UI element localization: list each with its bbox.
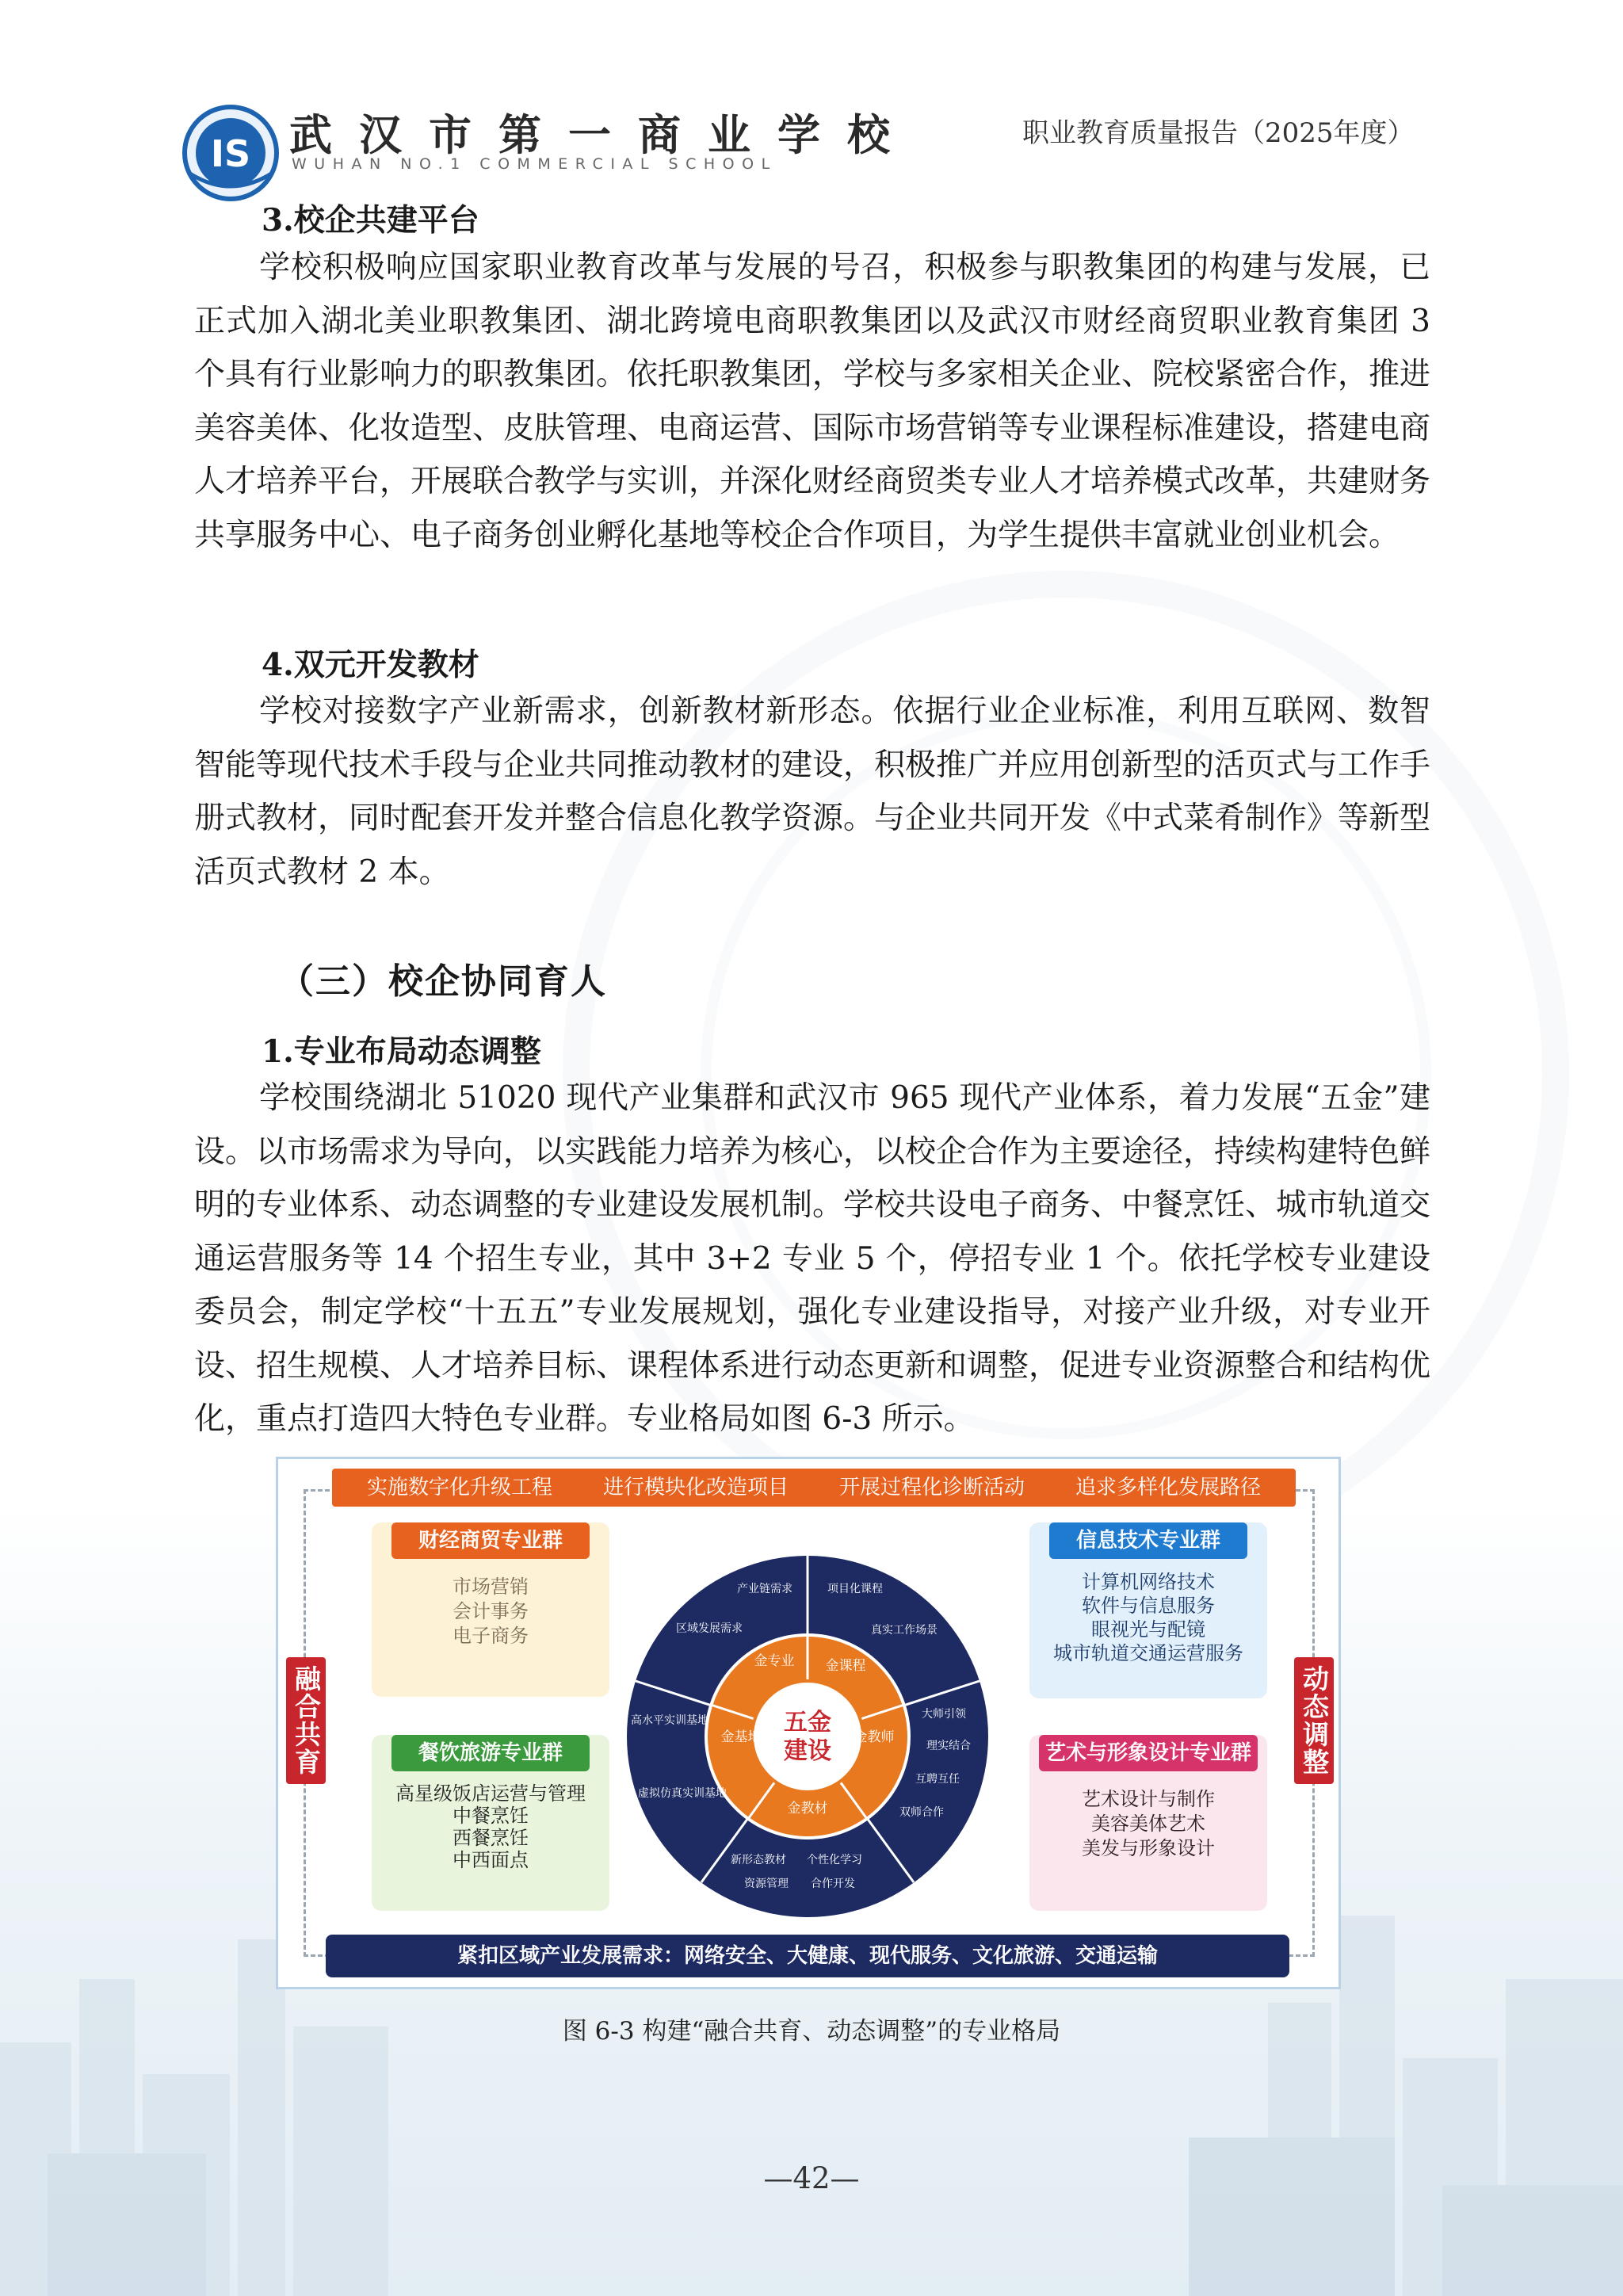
wheel-outer-label-base: 虚拟仿真实训基地 xyxy=(638,1787,727,1800)
major-item: 西餐烹饪 xyxy=(453,1827,529,1849)
major-item: 高星级饭店运营与管理 xyxy=(395,1782,586,1805)
figure-caption: 图 6-3 构建“融合共育、动态调整”的专业格局 xyxy=(562,2017,1061,2046)
cluster-catering-tourism xyxy=(372,1735,609,1911)
school-name-chinese: 武汉市第一商业学校 xyxy=(289,109,917,160)
major-item: 软件与信息服务 xyxy=(1082,1595,1215,1617)
heading-school-enterprise-platform: 3.校企共建平台 xyxy=(262,202,479,239)
wheel-center xyxy=(752,1681,863,1792)
wheel-inner-label: 金教材 xyxy=(787,1801,828,1817)
major-item: 中餐烹饪 xyxy=(453,1805,529,1827)
major-item: 美容美体艺术 xyxy=(1091,1813,1205,1835)
school-name-english: WUHAN NO.1 COMMERCIAL SCHOOL xyxy=(292,155,777,173)
wheel-outer-label: 合作开发 xyxy=(811,1878,855,1890)
wheel-inner-label: 金教师 xyxy=(854,1729,895,1745)
major-item: 市场营销 xyxy=(453,1576,529,1598)
major-item: 中西面点 xyxy=(453,1849,529,1871)
wheel-inner-label: 金课程 xyxy=(825,1658,866,1674)
major-item: 美发与形象设计 xyxy=(1082,1837,1215,1859)
heading-major-layout: 1.专业布局动态调整 xyxy=(262,1033,541,1070)
wheel-outer-label: 大师引领 xyxy=(922,1708,966,1721)
cluster-catering-tourism-title: 餐饮旅游专业群 xyxy=(391,1735,590,1771)
wheel-outer-label: 项目化课程 xyxy=(827,1583,883,1595)
wheel-outer-label: 互聘互任 xyxy=(915,1773,960,1786)
wheel-outer-label: 个性化学习 xyxy=(807,1854,862,1866)
major-item: 计算机网络技术 xyxy=(1082,1571,1215,1593)
cluster-art-image-design-title: 艺术与形象设计专业群 xyxy=(1039,1735,1258,1771)
report-title: 职业教育质量报告（2025年度） xyxy=(1022,117,1415,149)
paragraph-school-enterprise-platform: 学校积极响应国家职业教育改革与发展的号召，积极参与职教集团的构建与发展，已正式加入湖北美业职教集团、湖北跨境电商职教集团以及武汉市财经商贸职业教育集团 3 个具有行业影响力的职教集团。依托职教集团，学校与多家相关企业、院校紧密合作，推进美容美体、化妆造型、皮肤管理、电商运营、国际市场营销等专业课程标准建设，搭建电商人才培养平台，开展联合教学与实训，并深化财经商贸类专业人才培养模式改革，共建财务共享服务中心、电子商务创业孵化基地等校企合作项目，为学生提供丰富就业创业机会。 xyxy=(194,250,1431,553)
wheel-outer-label-base: 高水平实训基地 xyxy=(631,1714,708,1727)
cluster-art-image-design xyxy=(1029,1735,1267,1911)
figure-major-layout xyxy=(276,1457,1341,1989)
wheel-outer-label: 新形态教材 xyxy=(731,1854,786,1866)
major-item: 会计事务 xyxy=(453,1600,529,1622)
side-label-dynamic-adjustment: 动态调整 xyxy=(1294,1657,1334,1784)
top-tag-modular-reform: 进行模块化改造项目 xyxy=(568,1469,823,1507)
cluster-catering-tourism-items xyxy=(372,1771,609,1871)
five-gold-wheel xyxy=(625,1554,990,1919)
svg-text:IS: IS xyxy=(210,132,251,175)
top-tag-diverse-development: 追求多样化发展路径 xyxy=(1041,1469,1296,1507)
wheel-outer-label: 区域发展需求 xyxy=(676,1622,743,1635)
cluster-finance-trade-items xyxy=(372,1559,609,1648)
major-item: 眼视光与配镜 xyxy=(1091,1618,1205,1641)
top-tag-digital-upgrade: 实施数字化升级工程 xyxy=(332,1469,587,1507)
cluster-information-technology-items xyxy=(1029,1559,1267,1665)
heading-dual-textbooks: 4.双元开发教材 xyxy=(262,647,479,683)
top-tag-process-diagnosis: 开展过程化诊断活动 xyxy=(804,1469,1060,1507)
cluster-information-technology xyxy=(1029,1522,1267,1698)
cluster-information-technology-title: 信息技术专业群 xyxy=(1049,1522,1247,1559)
wheel-outer-label: 产业链需求 xyxy=(737,1583,792,1595)
regional-industry-banner: 紧扣区域产业发展需求：网络安全、大健康、现代服务、文化旅游、交通运输 xyxy=(326,1935,1289,1977)
side-label-integrated-education: 融合共育 xyxy=(286,1657,326,1784)
section-heading-collaborative-education: （三）校企协同育人 xyxy=(279,961,607,1002)
major-item: 电子商务 xyxy=(453,1625,529,1647)
school-logo-icon xyxy=(182,105,279,201)
wheel-outer-label: 资源管理 xyxy=(744,1878,789,1890)
wheel-outer-label: 双师合作 xyxy=(899,1806,944,1819)
page-number: —42— xyxy=(763,2161,860,2195)
cluster-finance-trade-title: 财经商贸专业群 xyxy=(391,1522,590,1559)
wheel-inner-label: 金基地 xyxy=(720,1729,762,1745)
paragraph-dual-textbooks: 学校对接数字产业新需求，创新教材新形态。依据行业企业标准，利用互联网、数智智能等现代技术手段与企业共同推动教材的建设，积极推广并应用创新型的活页式与工作手册式教材，同时配套开发并整合信息化教学资源。与企业共同开发《中式菜肴制作》等新型活页式教材 2 本。 xyxy=(194,693,1431,890)
major-item: 城市轨道交通运营服务 xyxy=(1053,1642,1243,1664)
wheel-center-line-2: 建设 xyxy=(784,1737,831,1765)
wheel-center-line-1: 五金 xyxy=(784,1709,831,1736)
wheel-outer-label: 真实工作场景 xyxy=(871,1624,938,1637)
major-item: 艺术设计与制作 xyxy=(1082,1788,1215,1810)
paragraph-major-layout: 学校围绕湖北 51020 现代产业集群和武汉市 965 现代产业体系，着力发展“五金”建设。以市场需求为导向，以实践能力培养为核心，以校企合作为主要途径，持续构建特色鲜明的专业体系、动态调整的专业建设发展机制。学校共设电子商务、中餐烹饪、城市轨道交通运营服务等 14 个招生专业，其中 3+2 专业 5 个，停招专业 1 个。依托学校专业建设委员会，制定学校“十五五”专业发展规划，强化专业建设指导，对接产业升级，对专业开设、招生规模、人才培养目标、课程体系进行动态更新和调整，促进专业资源整合和结构优化，重点打造四大特色专业群。专业格局如图 6-3 所示。 xyxy=(194,1080,1431,1437)
wheel-inner-label: 金专业 xyxy=(754,1653,795,1669)
cluster-finance-trade xyxy=(372,1522,609,1697)
wheel-outer-label: 理实结合 xyxy=(926,1740,971,1752)
cluster-art-image-design-items xyxy=(1029,1771,1267,1861)
